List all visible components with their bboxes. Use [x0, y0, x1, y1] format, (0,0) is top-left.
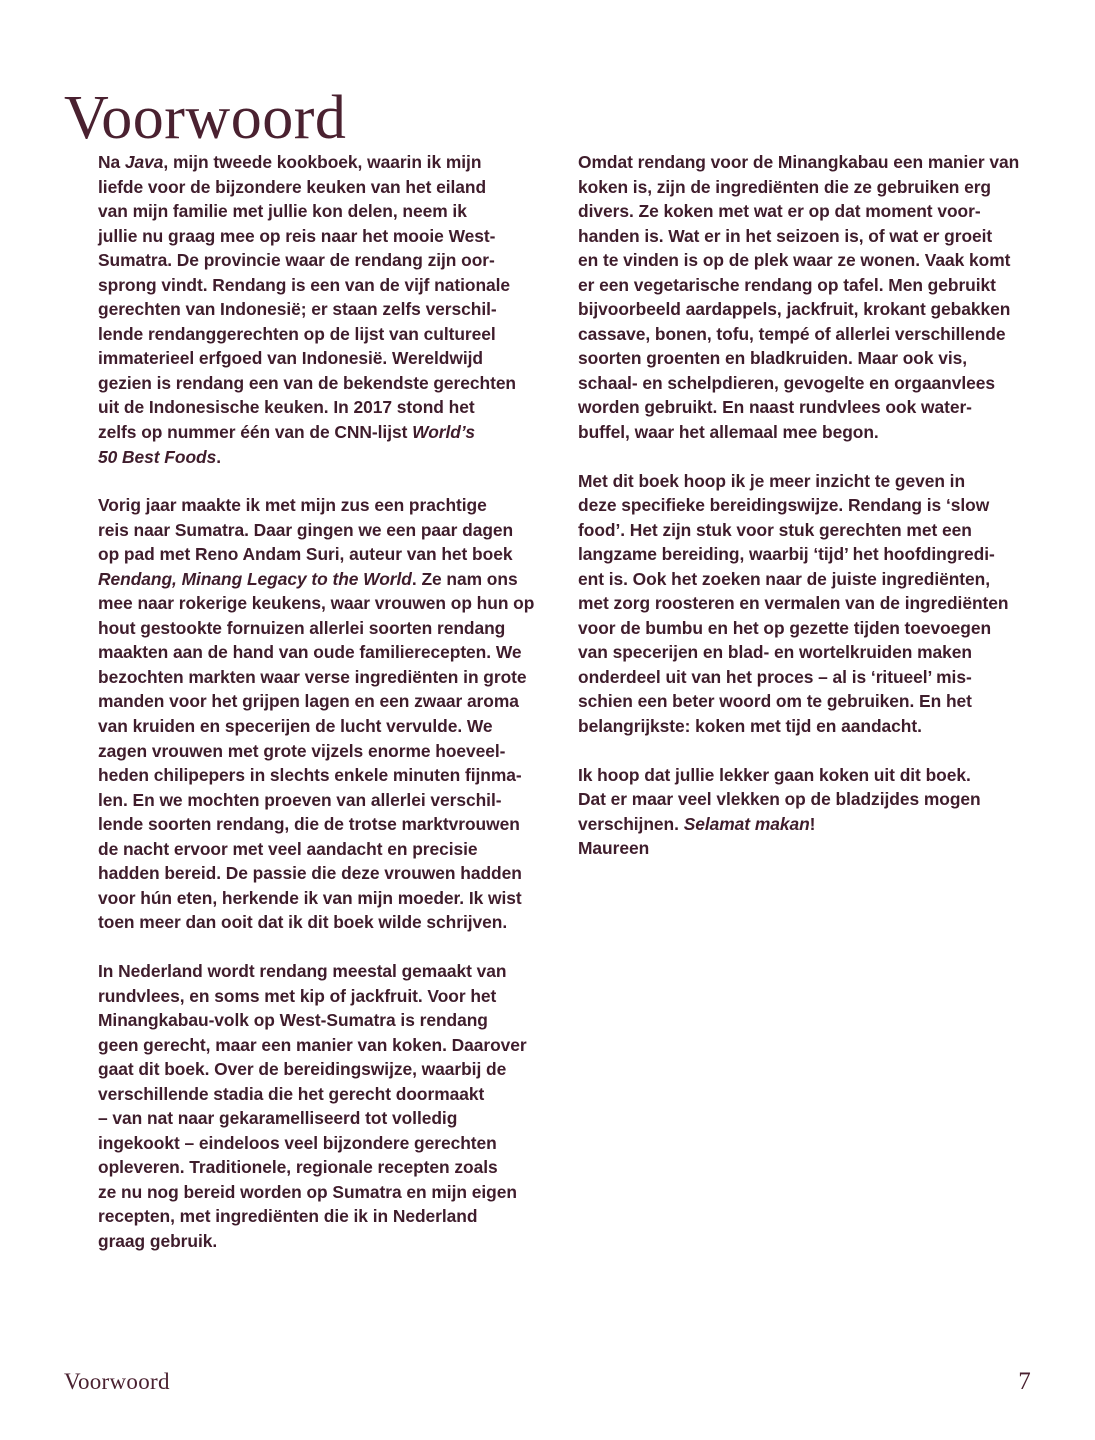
- text-run: bijvoorbeeld aardappels, jackfruit, krokant gebakken: [578, 299, 1011, 320]
- text-line: [578, 493, 1027, 518]
- text-line: [578, 420, 1027, 445]
- text-line: [98, 518, 547, 543]
- text-run: divers. Ze koken met wat er op dat moment voor-: [578, 201, 981, 222]
- text-run: . Ze nam ons: [411, 568, 518, 589]
- text-line: [98, 1131, 547, 1156]
- text-line: [578, 322, 1027, 347]
- text-run: Omdat rendang voor de Minangkabau een manier van: [578, 152, 1020, 172]
- text-line: [578, 542, 1027, 567]
- text-run: ze nu nog bereid worden op Sumatra en mijn eigen: [98, 1181, 517, 1202]
- text-line: [98, 175, 547, 200]
- text-line: [578, 224, 1027, 249]
- text-line: [578, 812, 1027, 837]
- text-run: deze specifieke bereidingswijze. Rendang is ‘slow: [578, 495, 990, 516]
- text-line: [578, 297, 1027, 322]
- text-line: [98, 959, 547, 984]
- text-run: koken is, zijn de ingrediënten die ze gebruiken erg: [578, 176, 991, 197]
- text-run: de nacht ervoor met veel aandacht en precisie: [98, 838, 478, 859]
- text-run: buffel, waar het allemaal mee begon.: [578, 422, 879, 443]
- text-run: toen meer dan ooit dat ik dit boek wilde schrijven.: [98, 912, 508, 933]
- text-line: [98, 1033, 547, 1058]
- text-run: lende soorten rendang, die de trotse marktvrouwen: [98, 814, 520, 835]
- text-line: [98, 812, 547, 837]
- text-run: van specerijen en blad- en wortelkruiden maken: [578, 642, 972, 663]
- text-line: [578, 199, 1027, 224]
- text-line: [98, 591, 547, 616]
- text-line: [98, 1229, 547, 1254]
- text-run: soorten groenten en bladkruiden. Maar ook vis,: [578, 348, 968, 369]
- text-run: gaat dit boek. Over de bereidingswijze, waarbij de: [98, 1059, 507, 1080]
- text-run: Met dit boek hoop ik je meer inzicht te geven in: [578, 470, 966, 491]
- text-run: bezochten markten waar verse ingrediënten in grote: [98, 666, 527, 687]
- text-run: rundvlees, en soms met kip of jackfruit. Voor het: [98, 985, 497, 1006]
- text-line: [98, 1082, 547, 1107]
- text-run: immaterieel erfgoed van Indonesië. Wereldwijd: [98, 348, 483, 369]
- text-run: verschijnen.: [578, 813, 684, 834]
- italic-text-run: 50 Best Foods: [98, 446, 217, 467]
- paragraph: [578, 469, 1027, 739]
- text-line: [98, 273, 547, 298]
- paragraph-list-right: [578, 150, 1027, 836]
- text-line: [98, 640, 547, 665]
- text-line: [578, 689, 1027, 714]
- text-run: len. En we mochten proeven van allerlei verschil-: [98, 789, 502, 810]
- text-line: [578, 395, 1027, 420]
- text-line: [98, 763, 547, 788]
- text-line: [98, 1180, 547, 1205]
- text-line: [98, 1106, 547, 1131]
- paragraph: [578, 763, 1027, 837]
- text-run: ent is. Ook het zoeken naar de juiste ingrediënten,: [578, 568, 991, 589]
- body-columns: [98, 150, 1028, 1254]
- text-line: [98, 493, 547, 518]
- text-run: maakten aan de hand van oude familierecepten. We: [98, 642, 522, 663]
- column-right: [578, 150, 1027, 861]
- text-line: [98, 714, 547, 739]
- text-run: handen is. Wat er in het seizoen is, of wat er groeit: [578, 225, 993, 246]
- text-line: [578, 763, 1027, 788]
- text-line: [98, 1008, 547, 1033]
- text-run: recepten, met ingrediënten die ik in Nederland: [98, 1206, 478, 1227]
- text-line: [98, 689, 547, 714]
- text-line: [98, 346, 547, 371]
- italic-text-run: Rendang, Minang Legacy to the World: [98, 568, 412, 589]
- text-run: reis naar Sumatra. Daar gingen we een paar dagen: [98, 519, 514, 540]
- text-line: [578, 616, 1027, 641]
- page-footer: [64, 1368, 1031, 1402]
- text-run: lende rendanggerechten op de lijst van cultureel: [98, 323, 496, 344]
- text-line: [98, 395, 547, 420]
- text-line: [578, 567, 1027, 592]
- text-run: Minangkabau-volk op West-Sumatra is rendang: [98, 1010, 488, 1031]
- text-run: Na: [98, 152, 125, 172]
- text-line: [578, 175, 1027, 200]
- text-line: [578, 469, 1027, 494]
- text-run: opleveren. Traditionele, regionale recepten zoals: [98, 1157, 498, 1178]
- text-run: uit de Indonesische keuken. In 2017 stond het: [98, 397, 475, 418]
- text-line: [578, 787, 1027, 812]
- footer-page-number: 7: [1018, 1368, 1031, 1395]
- text-run: belangrijkste: koken met tijd en aandacht.: [578, 716, 922, 737]
- text-line: [98, 445, 547, 470]
- text-line: [578, 665, 1027, 690]
- text-line: [98, 224, 547, 249]
- text-run: op pad met Reno Andam Suri, auteur van het boek: [98, 544, 513, 565]
- text-run: sprong vindt. Rendang is een van de vijf nationale: [98, 274, 511, 295]
- text-line: [578, 273, 1027, 298]
- text-line: [578, 591, 1027, 616]
- text-run: onderdeel uit van het proces – al is ‘ritueel’ mis-: [578, 666, 972, 687]
- text-line: [578, 346, 1027, 371]
- text-run: gerechten van Indonesië; er staan zelfs verschil-: [98, 299, 497, 320]
- text-run: worden gebruikt. En naast rundvlees ook water-: [578, 397, 972, 418]
- text-run: verschillende stadia die het gerecht doormaakt: [98, 1083, 485, 1104]
- text-run: Dat er maar veel vlekken op de bladzijdes mogen: [578, 789, 981, 810]
- text-line: [98, 886, 547, 911]
- italic-text-run: World’s: [412, 422, 475, 443]
- text-run: mee naar rokerige keukens, waar vrouwen op hun op: [98, 593, 535, 614]
- text-line: [98, 420, 547, 445]
- text-run: schien een beter woord om te gebruiken. En het: [578, 691, 972, 712]
- text-run: geen gerecht, maar een manier van koken. Daarover: [98, 1034, 527, 1055]
- text-run: langzame bereiding, waarbij ‘tijd’ het hoofdingredi-: [578, 544, 995, 565]
- text-run: hadden bereid. De passie die deze vrouwen hadden: [98, 863, 522, 884]
- text-run: cassave, bonen, tofu, tempé of allerlei verschillende: [578, 323, 1006, 344]
- text-run: !: [809, 813, 816, 834]
- paragraph: [98, 493, 547, 935]
- text-line: [98, 910, 547, 935]
- paragraph: [98, 150, 547, 469]
- footer-section-label: Voorwoord: [64, 1369, 170, 1394]
- text-line: [578, 714, 1027, 739]
- text-run: .: [216, 446, 222, 467]
- text-run: van mijn familie met jullie kon delen, neem ik: [98, 201, 467, 222]
- text-run: schaal- en schelpdieren, gevogelte en orgaanvlees: [578, 372, 996, 393]
- italic-text-run: Java: [124, 152, 164, 172]
- text-line: [98, 248, 547, 273]
- text-line: [98, 567, 547, 592]
- text-run: hout gestookte fornuizen allerlei soorten rendang: [98, 617, 506, 638]
- text-run: Ik hoop dat jullie lekker gaan koken uit dit boek.: [578, 764, 971, 785]
- text-line: [98, 739, 547, 764]
- text-line: [98, 297, 547, 322]
- text-line: [98, 665, 547, 690]
- text-run: zagen vrouwen met grote vijzels enorme hoeveel-: [98, 740, 506, 761]
- text-run: van kruiden en specerijen de lucht vervulde. We: [98, 716, 493, 737]
- text-run: gezien is rendang een van de bekendste gerechten: [98, 372, 517, 393]
- text-line: [98, 861, 547, 886]
- text-line: [98, 616, 547, 641]
- text-line: [578, 371, 1027, 396]
- text-run: , mijn tweede kookboek, waarin ik mijn: [163, 152, 482, 172]
- italic-text-run: Selamat makan: [683, 813, 810, 834]
- text-line: [98, 1204, 547, 1229]
- text-line: [98, 322, 547, 347]
- text-run: – van nat naar gekaramelliseerd tot volledig: [98, 1108, 458, 1129]
- text-line: [98, 837, 547, 862]
- text-line: [98, 984, 547, 1009]
- text-run: graag gebruik.: [98, 1230, 218, 1251]
- paragraph: [578, 150, 1027, 445]
- text-run: voor de bumbu en het op gezette tijden toevoegen: [578, 617, 992, 638]
- text-run: met zorg roosteren en vermalen van de ingrediënten: [578, 593, 1009, 614]
- text-line: [578, 248, 1027, 273]
- text-run: liefde voor de bijzondere keuken van het eiland: [98, 176, 487, 197]
- text-run: heden chilipepers in slechts enkele minuten fijnma-: [98, 765, 522, 786]
- text-run: ingekookt – eindeloos veel bijzondere gerechten: [98, 1132, 497, 1153]
- paragraph: [98, 959, 547, 1254]
- paragraph-list-left: [98, 150, 547, 1254]
- text-line: [578, 640, 1027, 665]
- text-run: jullie nu graag mee op reis naar het mooie West-: [98, 225, 496, 246]
- page-title: Voorwoord: [64, 83, 347, 152]
- text-run: en te vinden is op de plek waar ze wonen. Vaak komt: [578, 250, 1011, 271]
- column-left: [98, 150, 547, 1254]
- text-run: zelfs op nummer één van de CNN-lijst: [98, 422, 413, 443]
- text-line: [98, 1057, 547, 1082]
- text-line: [578, 150, 1027, 175]
- text-line: [98, 1155, 547, 1180]
- text-run: Vorig jaar maakte ik met mijn zus een prachtige: [98, 495, 487, 516]
- author-signature: Maureen: [578, 838, 650, 859]
- text-line: [98, 788, 547, 813]
- text-run: Sumatra. De provincie waar de rendang zijn oor-: [98, 250, 495, 271]
- text-line: [578, 518, 1027, 543]
- text-line: [98, 199, 547, 224]
- text-run: er een vegetarische rendang op tafel. Men gebruikt: [578, 274, 996, 295]
- text-run: manden voor het grijpen lagen en een zwaar aroma: [98, 691, 519, 712]
- text-line: [98, 150, 547, 175]
- text-line: [98, 371, 547, 396]
- text-run: In Nederland wordt rendang meestal gemaakt van: [98, 960, 507, 981]
- text-run: voor hún eten, herkende ik van mijn moeder. Ik wist: [98, 887, 522, 908]
- text-line: [98, 542, 547, 567]
- text-run: food’. Het zijn stuk voor stuk gerechten met een: [578, 519, 972, 540]
